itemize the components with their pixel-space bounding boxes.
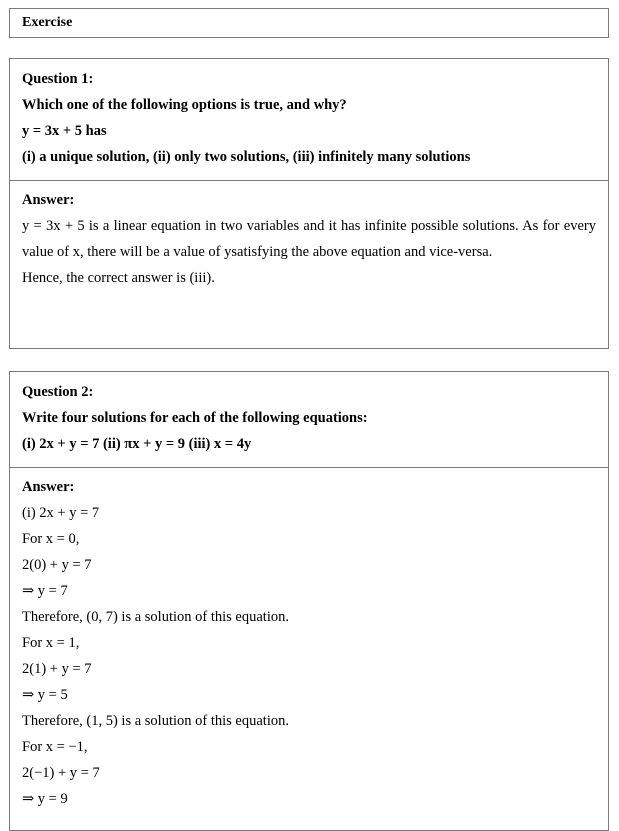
answer-1-paragraph-2: Hence, the correct answer is (iii). — [22, 270, 215, 286]
answer-2-label: Answer: — [22, 479, 75, 495]
answer-1-label: Answer: — [22, 192, 75, 208]
answer-2-line-11: 2(−1) + y = 7 — [22, 765, 100, 781]
answer-2-line-2: For x = 0, — [22, 531, 80, 547]
answer-2-line-8: ⇒ y = 5 — [22, 687, 68, 703]
answer-2-line-6: For x = 1, — [22, 635, 80, 651]
question-1-line-3: (i) a unique solution, (ii) only two solutions, (iii) infinitely many solutions — [22, 149, 471, 165]
question-2-label: Question 2: — [22, 384, 94, 400]
question-1-line-2: y = 3x + 5 has — [22, 123, 107, 139]
answer-2-line-1: (i) 2x + y = 7 — [22, 505, 100, 521]
question-1-panel — [9, 58, 609, 349]
answer-2-line-9: Therefore, (1, 5) is a solution of this equation. — [22, 713, 289, 729]
exercise-title-panel — [9, 8, 609, 38]
question-2-panel — [9, 371, 609, 831]
answer-2-line-4: ⇒ y = 7 — [22, 583, 68, 599]
answer-2-line-7: 2(1) + y = 7 — [22, 661, 92, 677]
page-title: Exercise — [22, 15, 73, 30]
answer-2-line-5: Therefore, (0, 7) is a solution of this equation. — [22, 609, 289, 625]
question-2-line-2: (i) 2x + y = 7 (ii) πx + y = 9 (iii) x = 4y — [22, 436, 252, 452]
question-2-body — [10, 372, 608, 467]
answer-2-line-12: ⇒ y = 9 — [22, 791, 68, 807]
answer-2-body — [10, 467, 608, 812]
answer-1-paragraph-1: y = 3x + 5 is a linear equation in two variables and it has infinite possible solutions. As for every value of x, there will be a value of ysatisfying the above equation and vice-versa. — [22, 218, 596, 260]
answer-2-line-10: For x = −1, — [22, 739, 88, 755]
answer-1-body — [10, 180, 608, 291]
question-2-line-1: Write four solutions for each of the following equations: — [22, 410, 368, 426]
answer-2-line-3: 2(0) + y = 7 — [22, 557, 92, 573]
question-1-body — [10, 59, 608, 180]
question-1-line-1: Which one of the following options is true, and why? — [22, 97, 347, 113]
question-1-label: Question 1: — [22, 71, 94, 87]
